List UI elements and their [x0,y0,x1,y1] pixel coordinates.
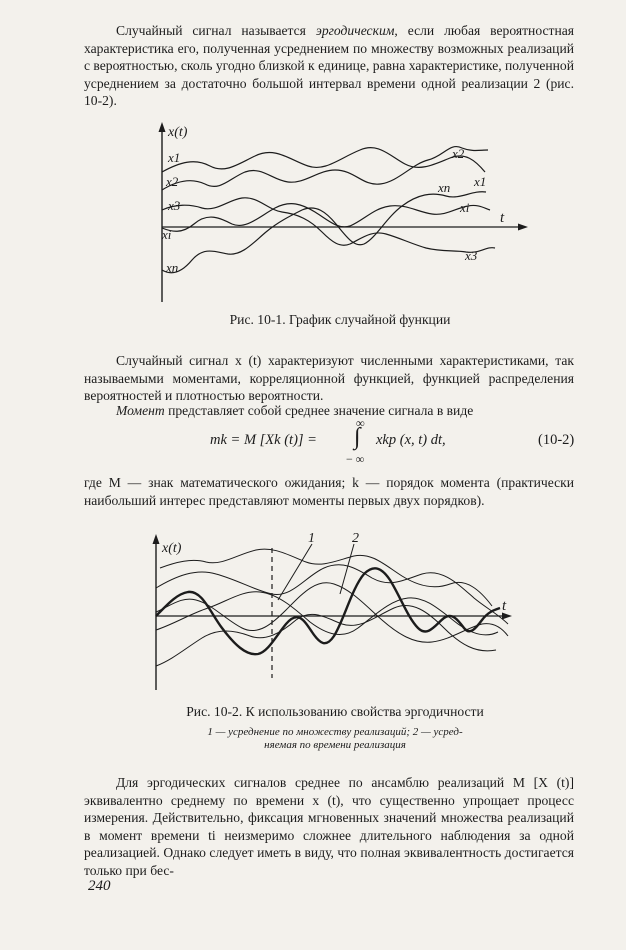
fig2-x-label: t [502,598,507,614]
fig2-y-label: x(t) [162,541,182,556]
fig1-y-arrow [159,122,166,132]
fig1-caption: Рис. 10-1. График случайной функции [229,312,451,327]
figure-10-2 [146,528,526,700]
fig2-caption: Рис. 10-2. К использованию свойства эргодичности [186,704,484,719]
fig2-subcaption-line1: 1 — усреднение по множеству реализаций; 2 — усред- [207,726,463,738]
paragraph-characteristics: Случайный сигнал x (t) характеризуют численными характеристиками, так называемыми моментами, корреляционной функцией, функцией распределения вероятностей и плотностью вероятности. [84,353,574,404]
fig1-rlabel-x2: x2 [452,146,465,161]
fig2-label-1: 1 [308,531,315,546]
para1-before: Случайный сигнал называется [116,23,316,38]
fig1-rlabel-xi: xi [460,200,470,215]
fig1-x-arrow [518,224,528,231]
fig2-curve-a [156,565,508,624]
formula-upper-limit: ∞ [356,416,365,430]
page-number: 240 [88,878,111,894]
fig1-label-x2: x2 [166,174,179,189]
fig1-rlabel-xn: xn [438,180,451,195]
figure-10-1 [150,120,540,320]
para3-text: представляет собой среднее значение сигнала в виде [164,403,474,418]
fig1-x-label: t [500,210,505,226]
fig2-curve-e [160,549,492,606]
fig2-curve-b [156,592,498,635]
para1-after: , если любая вероятностная характеристика его, полученная усреднением по множеству возможных реализаций с вероятностью, сколь угодно близкой к единице, равна характеристике, полученной усреднением за достаточно большой интервал времени одной реализации 2 (рис. 10-2). [84,23,575,109]
fig1-label-xn: xn [166,260,179,275]
fig2-label-2: 2 [352,531,359,546]
fig2-curve-c [156,605,496,666]
term-ergodic: эргодическим [315,23,395,38]
fig1-curve-x3 [162,198,495,253]
fig2-leader-2 [340,544,354,594]
formula-integrand: xkp (x, t) dt, [376,432,446,448]
formula-lower-limit: − ∞ [346,452,365,466]
formula-lhs: mk = M [Xk (t)] = [210,432,317,448]
paragraph-ergodic-definition [84,22,574,110]
fig2-curve-realization [156,568,500,654]
formula-10-2 [160,418,580,468]
fig1-label-x1: x1 [168,150,181,165]
term-moment: Момент [116,403,165,418]
fig1-curve-x1 [162,148,485,172]
fig1-label-xi: xi [162,227,172,242]
fig1-label-x3: x3 [168,198,181,213]
paragraph-moment [84,402,574,420]
fig1-rlabel-x3: x3 [465,248,478,263]
formula-integral: ∫ [354,424,361,450]
fig2-y-arrow [153,534,160,544]
fig1-y-label: x(t) [168,125,188,140]
fig2-subcaption-line2: няемая по времени реализация [264,739,406,751]
paragraph-ergodic-averaging: Для эргодических сигналов среднее по ансамблю реализаций M [X (t)] эквивалентно среднему по времени x (t), что существенно упрощает процесс измерения. Действительно, фиксация мгновенных значений множества реализаций в момент времени ti неизмеримо сложнее длительного наблюдения за одной реализацией. Однако следует иметь в виду, что полная эквивалентность достигается только при бес- [84,775,574,878]
paragraph-expectation: где M — знак математического ожидания; k — порядок момента (практически наибольший интерес представляют моменты первых двух порядков). [84,475,574,508]
fig1-curve-xn [162,192,486,273]
fig1-rlabel-x1: x1 [474,174,487,189]
formula-number: (10-2) [538,432,575,448]
